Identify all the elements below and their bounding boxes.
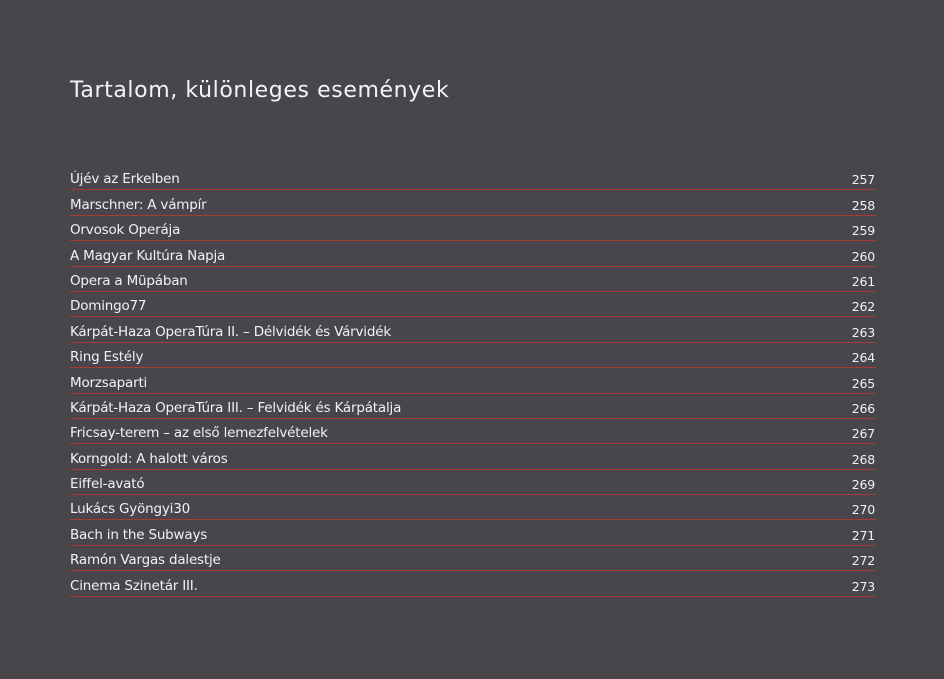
toc-row[interactable]	[70, 216, 876, 241]
toc-page-number: 267	[851, 426, 875, 442]
toc-page-number: 268	[851, 451, 875, 467]
toc-row[interactable]	[70, 546, 876, 571]
table-of-contents	[70, 165, 876, 597]
toc-page-number: 269	[851, 477, 875, 493]
toc-row[interactable]	[70, 419, 876, 444]
toc-entry-title: Cinema Szinetár III.	[70, 577, 198, 594]
toc-row[interactable]	[70, 190, 876, 215]
toc-page-number: 259	[851, 223, 875, 239]
toc-entry-title: Ramón Vargas dalestje	[70, 552, 221, 569]
toc-entry-title: Kárpát-Haza OperaTúra III. – Felvidék és Kárpátalja	[70, 399, 402, 416]
toc-entry-title: A Magyar Kultúra Napja	[70, 247, 226, 264]
toc-row[interactable]	[70, 241, 876, 266]
toc-row[interactable]	[70, 444, 876, 469]
toc-page-number: 257	[851, 172, 875, 188]
toc-row[interactable]	[70, 571, 876, 596]
toc-row[interactable]	[70, 267, 876, 292]
toc-entry-title: Kárpát-Haza OperaTúra II. – Délvidék és Várvidék	[70, 323, 391, 340]
toc-entry-title: Fricsay-terem – az első lemezfelvételek	[70, 425, 328, 442]
toc-page-number: 272	[851, 553, 875, 569]
toc-page-number: 270	[851, 502, 875, 518]
toc-row[interactable]	[70, 368, 876, 393]
toc-page-number: 271	[851, 527, 875, 543]
toc-entry-title: Marschner: A vámpír	[70, 196, 207, 213]
toc-page-number: 263	[851, 324, 875, 340]
toc-entry-title: Ring Estély	[70, 349, 144, 366]
toc-entry-title: Lukács Gyöngyi30	[70, 501, 190, 518]
toc-row[interactable]	[70, 165, 876, 190]
toc-entry-title: Eiffel-avató	[70, 476, 145, 493]
toc-row[interactable]	[70, 520, 876, 545]
toc-row[interactable]	[70, 495, 876, 520]
toc-page-number: 260	[851, 248, 875, 264]
toc-page-number: 258	[851, 197, 875, 213]
toc-entry-title: Domingo77	[70, 298, 147, 315]
toc-entry-title: Morzsaparti	[70, 374, 148, 391]
toc-page-number: 264	[851, 350, 875, 366]
toc-row[interactable]	[70, 470, 876, 495]
toc-page-number: 262	[851, 299, 875, 315]
toc-page-number: 261	[851, 273, 875, 289]
toc-entry-title: Korngold: A halott város	[70, 450, 228, 467]
toc-entry-title: Opera a Müpában	[70, 272, 188, 289]
toc-row[interactable]	[70, 394, 876, 419]
toc-row[interactable]	[70, 317, 876, 342]
toc-row[interactable]	[70, 292, 876, 317]
toc-entry-title: Bach in the Subways	[70, 526, 208, 543]
toc-entry-title: Orvosok Operája	[70, 222, 181, 239]
toc-entry-title: Újév az Erkelben	[70, 171, 180, 188]
toc-row[interactable]	[70, 343, 876, 368]
toc-page-number: 273	[851, 578, 875, 594]
toc-page-number: 266	[851, 400, 875, 416]
page-title: Tartalom, különleges események	[70, 78, 450, 103]
toc-page-number: 265	[851, 375, 875, 391]
